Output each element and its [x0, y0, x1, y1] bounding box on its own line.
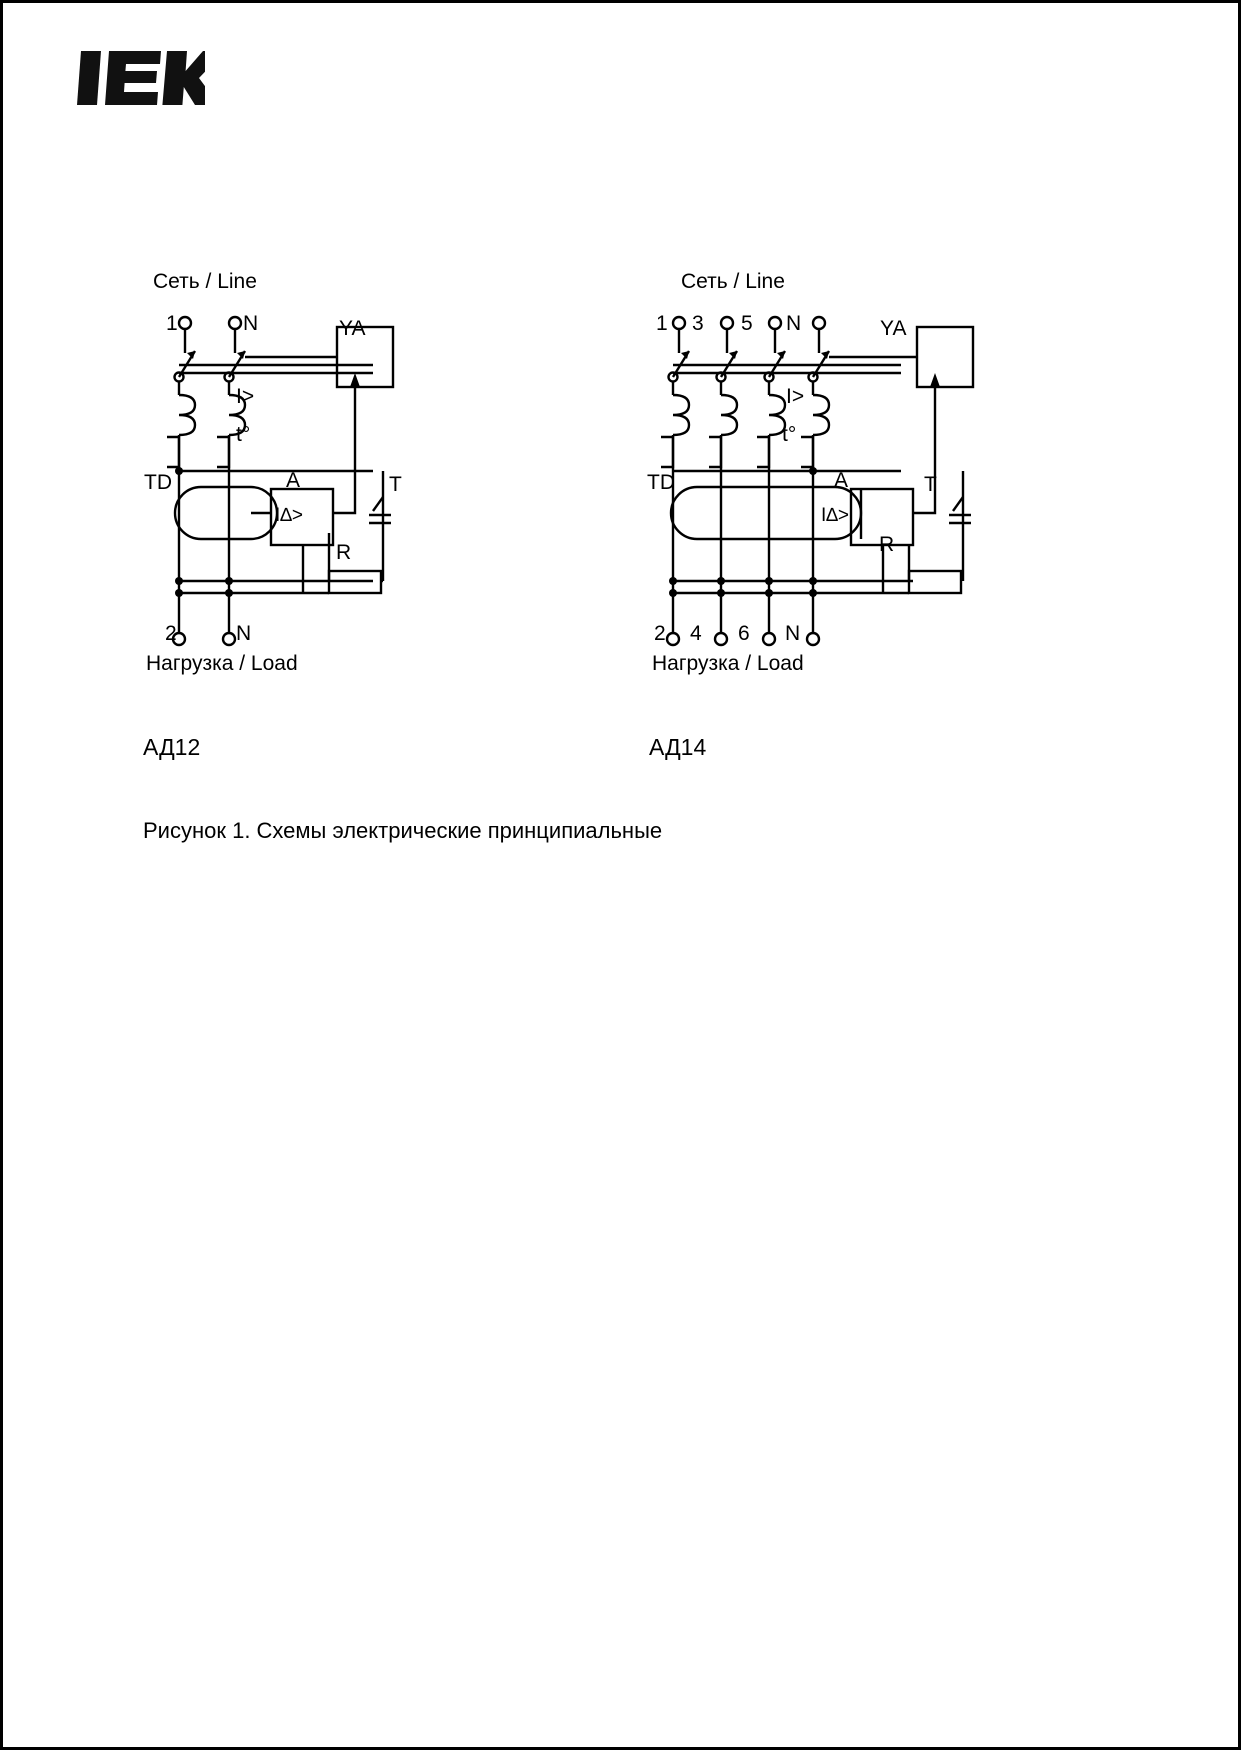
ad14-line-title: Сеть / Line [681, 270, 785, 293]
ad14-terminal-6: 6 [738, 622, 750, 645]
ad14-terminal-4: 4 [690, 622, 702, 645]
ad12-transformer-label: TD [144, 471, 172, 494]
ad14-differential-label: I∆> [821, 505, 849, 526]
ad12-test-label: T [389, 473, 402, 496]
ad12-terminal-n-top: N [243, 312, 259, 335]
ad12-amplifier-label: A [286, 469, 301, 492]
ad12-coil-label: YA [339, 317, 366, 340]
ad14-terminal-5: 5 [741, 312, 753, 335]
ad14-terminal-n-bottom: N [785, 622, 801, 645]
ad14-overcurrent-label: I> [786, 385, 805, 408]
figure-caption: Рисунок 1. Схемы электрические принципиальные [143, 818, 663, 843]
ad14-terminal-3: 3 [692, 312, 704, 335]
schematic-ad12 [143, 265, 473, 685]
ad12-line-title: Сеть / Line [153, 270, 257, 293]
ad12-terminal-1: 1 [166, 312, 178, 335]
ad14-terminal-1: 1 [656, 312, 668, 335]
ad14-terminal-n-top: N [786, 312, 802, 335]
ad12-terminal-n-bottom: N [236, 622, 252, 645]
ad14-load-title: Нагрузка / Load [652, 652, 804, 675]
ad14-resistor-label: R [879, 533, 895, 556]
ad12-load-title: Нагрузка / Load [146, 652, 298, 675]
iek-logo [75, 43, 205, 113]
ad14-transformer-label: TD [647, 471, 675, 494]
ad12-terminal-2: 2 [165, 622, 177, 645]
ad12-resistor-label: R [336, 541, 352, 564]
ad14-thermal-label: t° [782, 423, 797, 446]
ad14-terminal-2: 2 [654, 622, 666, 645]
ad12-differential-label: I∆> [275, 505, 303, 526]
ad14-model-label: АД14 [649, 734, 707, 760]
ad12-thermal-label: t° [236, 423, 251, 446]
ad12-overcurrent-label: I> [236, 385, 255, 408]
ad12-model-label: АД12 [143, 734, 201, 760]
ad14-test-label: T [924, 473, 937, 496]
ad14-coil-label: YA [880, 317, 907, 340]
ad14-amplifier-label: A [834, 469, 849, 492]
